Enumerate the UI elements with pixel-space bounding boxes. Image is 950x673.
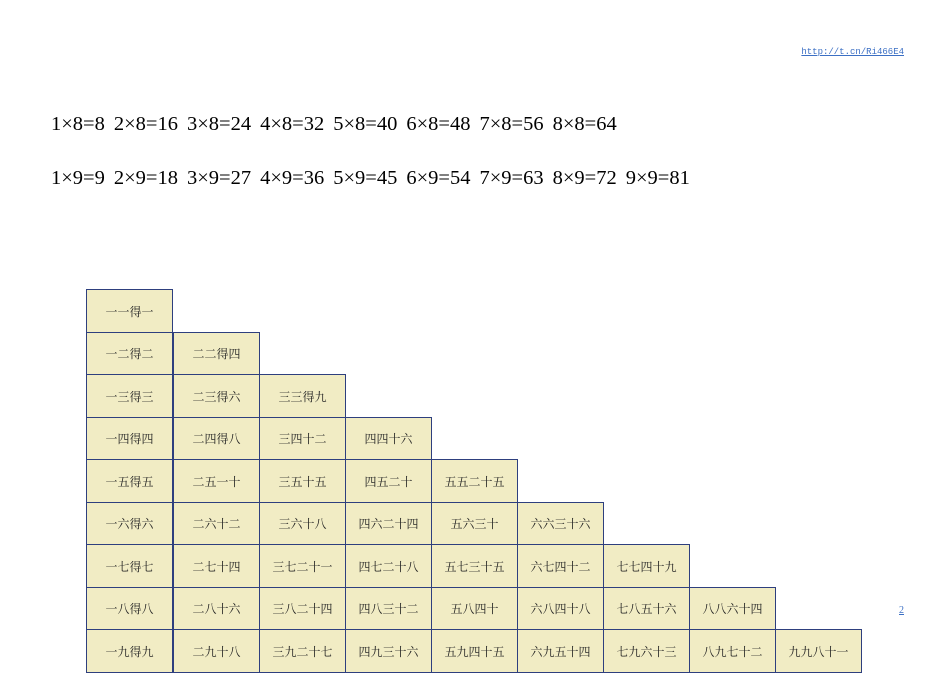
rhyme-cell: 三三得九 bbox=[259, 374, 346, 418]
rhyme-cell: 二七十四 bbox=[173, 544, 260, 588]
equation: 1×9=9 bbox=[51, 167, 105, 189]
rhyme-cell: 一六得六 bbox=[86, 502, 173, 546]
rhyme-cell: 七八五十六 bbox=[603, 587, 690, 631]
rhyme-cell: 六六三十六 bbox=[517, 502, 604, 546]
equation: 8×8=64 bbox=[552, 113, 617, 135]
rhyme-cell: 五八四十 bbox=[431, 587, 518, 631]
equation: 5×8=40 bbox=[333, 113, 398, 135]
equation: 4×9=36 bbox=[260, 167, 325, 189]
rhyme-cell: 一四得四 bbox=[86, 417, 173, 461]
equation: 4×8=32 bbox=[260, 113, 325, 135]
rhyme-cell: 七九六十三 bbox=[603, 629, 690, 673]
rhyme-cell: 三六十八 bbox=[259, 502, 346, 546]
rhyme-cell: 一二得二 bbox=[86, 332, 173, 376]
rhyme-cell: 三七二十一 bbox=[259, 544, 346, 588]
rhyme-cell: 一一得一 bbox=[86, 289, 173, 333]
page-number[interactable]: 2 bbox=[899, 605, 904, 616]
equation: 2×8=16 bbox=[113, 113, 178, 135]
equation: 1×8=8 bbox=[51, 113, 105, 135]
source-link[interactable]: http://t.cn/Ri466E4 bbox=[801, 47, 904, 57]
equation: 6×8=48 bbox=[406, 113, 471, 135]
rhyme-cell: 五七三十五 bbox=[431, 544, 518, 588]
equation: 6×9=54 bbox=[406, 167, 471, 189]
equation: 5×9=45 bbox=[333, 167, 398, 189]
rhyme-cell: 六九五十四 bbox=[517, 629, 604, 673]
rhyme-cell: 二二得四 bbox=[173, 332, 260, 376]
rhyme-cell: 二八十六 bbox=[173, 587, 260, 631]
rhyme-cell: 六八四十八 bbox=[517, 587, 604, 631]
rhyme-cell: 二九十八 bbox=[173, 629, 260, 673]
rhyme-cell: 五六三十 bbox=[431, 502, 518, 546]
rhyme-cell: 四四十六 bbox=[345, 417, 432, 461]
rhyme-cell: 一三得三 bbox=[86, 374, 173, 418]
rhyme-cell: 三八二十四 bbox=[259, 587, 346, 631]
equation: 3×9=27 bbox=[187, 167, 252, 189]
rhyme-cell: 三九二十七 bbox=[259, 629, 346, 673]
rhyme-cell: 七七四十九 bbox=[603, 544, 690, 588]
multiplication-line-8 bbox=[51, 113, 626, 136]
rhyme-cell: 一七得七 bbox=[86, 544, 173, 588]
rhyme-cell: 三四十二 bbox=[259, 417, 346, 461]
rhyme-cell: 四七二十八 bbox=[345, 544, 432, 588]
rhyme-cell: 一九得九 bbox=[86, 629, 173, 673]
equation: 7×9=63 bbox=[479, 167, 544, 189]
rhyme-cell: 三五十五 bbox=[259, 459, 346, 503]
rhyme-cell: 四九三十六 bbox=[345, 629, 432, 673]
rhyme-cell: 一八得八 bbox=[86, 587, 173, 631]
equation: 7×8=56 bbox=[479, 113, 544, 135]
rhyme-cell: 六七四十二 bbox=[517, 544, 604, 588]
rhyme-cell: 四五二十 bbox=[345, 459, 432, 503]
rhyme-cell: 二四得八 bbox=[173, 417, 260, 461]
rhyme-cell: 八九七十二 bbox=[689, 629, 776, 673]
rhyme-cell: 一五得五 bbox=[86, 459, 173, 503]
rhyme-cell: 四八三十二 bbox=[345, 587, 432, 631]
multiplication-line-9 bbox=[51, 167, 699, 190]
equation: 9×9=81 bbox=[625, 167, 690, 189]
equation: 8×9=72 bbox=[552, 167, 617, 189]
equation: 2×9=18 bbox=[113, 167, 178, 189]
rhyme-cell: 八八六十四 bbox=[689, 587, 776, 631]
rhyme-cell: 九九八十一 bbox=[775, 629, 862, 673]
equation: 3×8=24 bbox=[187, 113, 252, 135]
rhyme-cell: 五五二十五 bbox=[431, 459, 518, 503]
rhyme-cell: 二六十二 bbox=[173, 502, 260, 546]
rhyme-cell: 五九四十五 bbox=[431, 629, 518, 673]
rhyme-cell: 四六二十四 bbox=[345, 502, 432, 546]
rhyme-cell: 二三得六 bbox=[173, 374, 260, 418]
rhyme-cell: 二五一十 bbox=[173, 459, 260, 503]
